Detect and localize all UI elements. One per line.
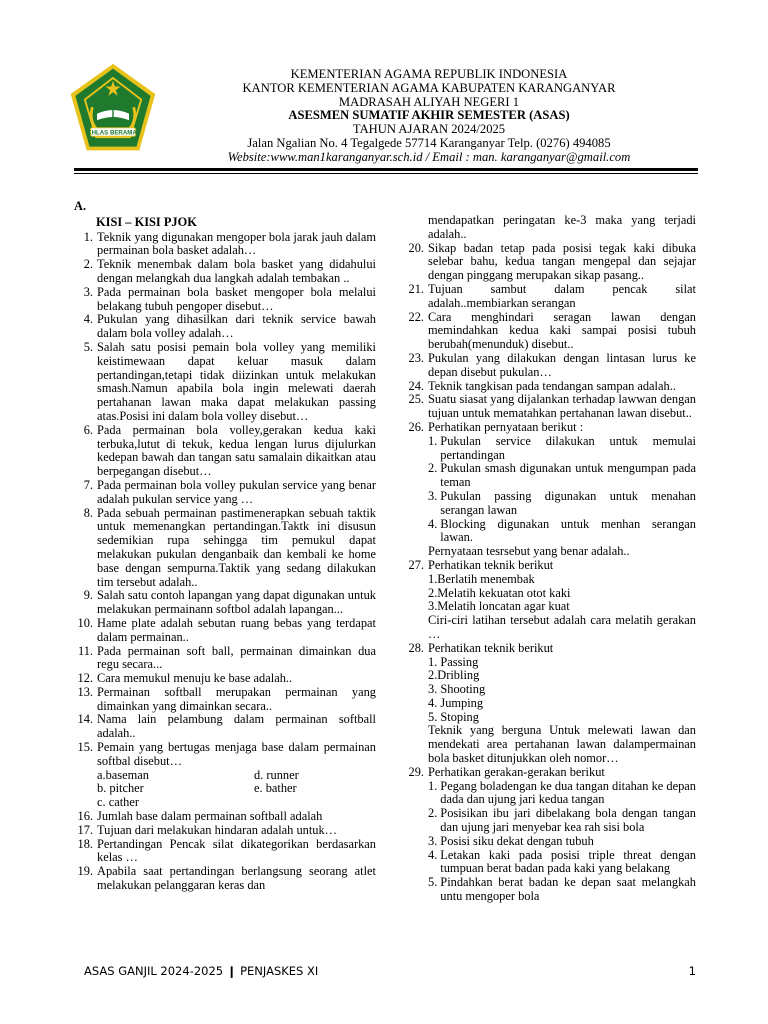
question-16: 16. Jumlah base dalam permainan softball adalah (77, 809, 323, 824)
question-15: 15. Pemain yang bertugas menjaga base dalam permainan softbal disebut… (77, 740, 376, 768)
school-name: MADRASAH ALIYAH NEGERI 1 (338, 94, 520, 109)
question-4: 4. Pukulan yang dihasilkan dari teknik service bawah dalam bola volley adalah… (83, 312, 376, 341)
movement-3: 3. Posisi siku dekat dengan tubuh (428, 833, 594, 848)
option-c: c. cather (97, 795, 139, 810)
statement-3: 3. Pukulan passing digunakan untuk menahan serangan lawan (428, 488, 696, 517)
footer-label (84, 964, 318, 978)
footer-subject: PENJASKES XI (240, 964, 319, 978)
question-24: 24. Teknik tangkisan pada tendangan sampan adalah.. (408, 378, 676, 393)
question-27: 27. Perhatikan teknik berikut (408, 557, 554, 572)
statement-1: 1. Pukulan service dilakukan untuk memulai pertandingan (428, 433, 696, 462)
page-number: 1 (688, 964, 696, 978)
option-d: d. runner (254, 767, 299, 782)
section-title: KISI – KISI PJOK (96, 214, 197, 229)
logo-motto: IKHLAS BERAMAL (85, 129, 141, 137)
movement-4: 4. Letakan kaki pada posisi triple threat dengan tumpuan berat badan pada kaki yang belakang (428, 847, 696, 876)
question-11: 11. Pada permainan soft ball, permainan dimainkan dua regu secara... (77, 643, 376, 672)
question-18: 18. Pertandingan Pencak silat dikategorikan berdasarkan kelas … (77, 836, 376, 865)
exam-title: ASESMEN SUMATIF AKHIR SEMESTER (ASAS) (288, 108, 570, 123)
movement-2: 2. Posisikan ibu jari dibelakang bola dengan tangan dan ujung jari menyebar kea rah sisi bola (428, 806, 696, 835)
right-column (408, 214, 696, 904)
question-25: 25. Suatu siasat yang dijalankan terhadap lawwan dengan tujuan untuk mematahkan pertahanan lawan disebut.. (408, 392, 696, 421)
address: Jalan Ngalian No. 4 Tegalgede 57714 Karanganyar Telp. (0276) 494085 (247, 135, 611, 150)
question-28-prompt: Teknik yang berguna Untuk melewati lawan dan mendekati area pertahanan lawan dalampermainan bola basket ditunjukkan oleh nomor… (428, 723, 696, 766)
question-26: 26. Perhatikan pernyataan berikut : (408, 419, 584, 434)
list-item: 4. Jumping (428, 695, 484, 710)
question-9: 9. Salah satu contoh lapangan yang dapat digunakan untuk melakukan permainann softbol adalah lapangan... (83, 588, 376, 617)
movement-1: 1. Pegang boladengan ke dua tangan ditahan ke depan dada dan ujung jari kedua tangan (428, 778, 696, 807)
question-28: 28. Perhatikan teknik berikut (408, 640, 554, 655)
list-item: 5. Stoping (428, 709, 479, 724)
list-item: 3.Melatih loncatan agar kuat (428, 599, 570, 614)
question-22: 22. Cara menghindari seragan lawan dengan memindahkan kedua kaki sampai posisi tubuh berubah(menunduk) disebut.. (408, 309, 696, 352)
letterhead-text (190, 68, 668, 165)
list-item: 2.Melatih kekuatan otot kaki (428, 585, 571, 600)
question-29: 29. Perhatikan gerakan-gerakan berikut (408, 764, 605, 779)
header-divider-thick (74, 168, 698, 171)
statement-2: 2. Pukulan smash digunakan untuk mengumpan pada teman (428, 461, 696, 490)
list-item: 2.Dribling (428, 668, 480, 683)
list-item: 1. Passing (428, 654, 479, 669)
academic-year: TAHUN AJARAN 2024/2025 (352, 122, 506, 137)
section-letter: A. (74, 199, 87, 213)
header-divider-thin (74, 173, 698, 174)
movement-5: 5. Pindahkan berat badan ke depan saat melangkah untu mengoper bola (428, 875, 696, 904)
question-6: 6. Pada permainan bola volley,gerakan kedua kaki terbuka,lutut di tekuk, kedua lengan lurus dijulurkan kedepan bawah dan tangan satu samalain dikaitkan atau berpegangan disebut… (83, 422, 376, 479)
question-12: 12. Cara memukul menuju ke base adalah.. (77, 671, 293, 686)
question-13: 13. Permainan softball merupakan permainan yang dimainkan yang dimainkan secara.. (77, 684, 376, 713)
ministry-name: KEMENTERIAN AGAMA REPUBLIK INDONESIA (290, 67, 568, 81)
question-10: 10. Hame plate adalah sebutan ruang bebas yang terdapat dalam permainan.. (77, 615, 376, 644)
question-2: 2. Teknik menembak dalam bola basket yang didahului dengan melangkah dua langkah adalah tembakan .. (83, 257, 376, 285)
list-item: 3. Shooting (428, 682, 486, 697)
kemenag-logo (66, 62, 160, 156)
website-email: Website:www.man1karanganyar.sch.id / Email : man. karanganyar@gmail.com (227, 149, 631, 164)
left-column (74, 200, 376, 893)
letterhead (0, 62, 768, 174)
question-20: 20. Sikap badan tetap pada posisi tegak kaki dibuka selebar bahu, kedua tangan mengepal dan sejajar dengan pinggang merupakan sikap pasang.. (408, 240, 696, 283)
question-14: 14. Nama lain pelambung dalam permainan softball adalah.. (77, 712, 376, 741)
option-e: e. bather (254, 781, 297, 796)
question-3: 3. Pada permainan bola basket mengoper bola melalui belakang tubuh pengoper disebut… (83, 284, 376, 313)
question-8: 8. Pada sebuah permainan pastimenerapkan sebuah taktik untuk memenangkan pertandingan.Taktk ini disusun sedemikian rupa sehingga tim pemukul dapat melakukan pukulan denganbaik dan kembali ke home base dengan sempurna.Taktik yang sedang dilakukan tim tersebut adalah.. (83, 505, 376, 589)
question-1: 1. Teknik yang digunakan mengoper bola jarak jauh dalam permainan bola basket adalah… (83, 229, 376, 258)
question-7: 7. Pada permainan bola volley pukulan service yang benar adalah pukulan service yang … (83, 477, 376, 506)
statement-4: 4. Blocking digunakan untuk menhan serangan lawan. (428, 516, 696, 545)
list-item: 1.Berlatih menembak (428, 571, 535, 586)
question-5: 5. Salah satu posisi pemain bola volley yang memiliki keistimewaan dapat keluar masuk dalam pertandingan,tetapi tidak diizinkan untuk melakukan smash.Namun apabila bola ingin melewati daerah pertahanan lawan maka dapat melakukan passing atas.Posisi ini dalam bola volley disebut… (83, 339, 376, 423)
footer-exam: ASAS GANJIL 2024-2025 (84, 964, 224, 978)
question-23: 23. Pukulan yang dilakukan dengan lintasan lurus ke depan disebut pukulan… (408, 350, 696, 379)
question-15-options (74, 769, 376, 810)
question-26-prompt: Pernyataan tesrsebut yang benar adalah.. (428, 544, 630, 559)
page-footer (84, 964, 696, 980)
question-27-prompt: Ciri-ciri latihan tersebut adalah cara melatih gerakan … (428, 613, 696, 641)
office-name: KANTOR KEMENTERIAN AGAMA KABUPATEN KARANGANYAR (242, 80, 616, 95)
question-21: 21. Tujuan sambut dalam pencak silat adalah..membiarkan serangan (408, 281, 696, 310)
option-b: b. pitcher (97, 781, 144, 796)
question-17: 17. Tujuan dari melakukan hindaran adalah untuk… (77, 822, 338, 837)
option-a: a.baseman (97, 767, 149, 782)
question-19: 19. Apabila saat pertandingan berlangsung seorang atlet melakukan pelanggaran keras dan (77, 864, 376, 893)
footer-separator: ❙ (226, 964, 237, 978)
question-19-continued: mendapatkan peringatan ke-3 maka yang terjadi adalah.. (428, 213, 696, 241)
